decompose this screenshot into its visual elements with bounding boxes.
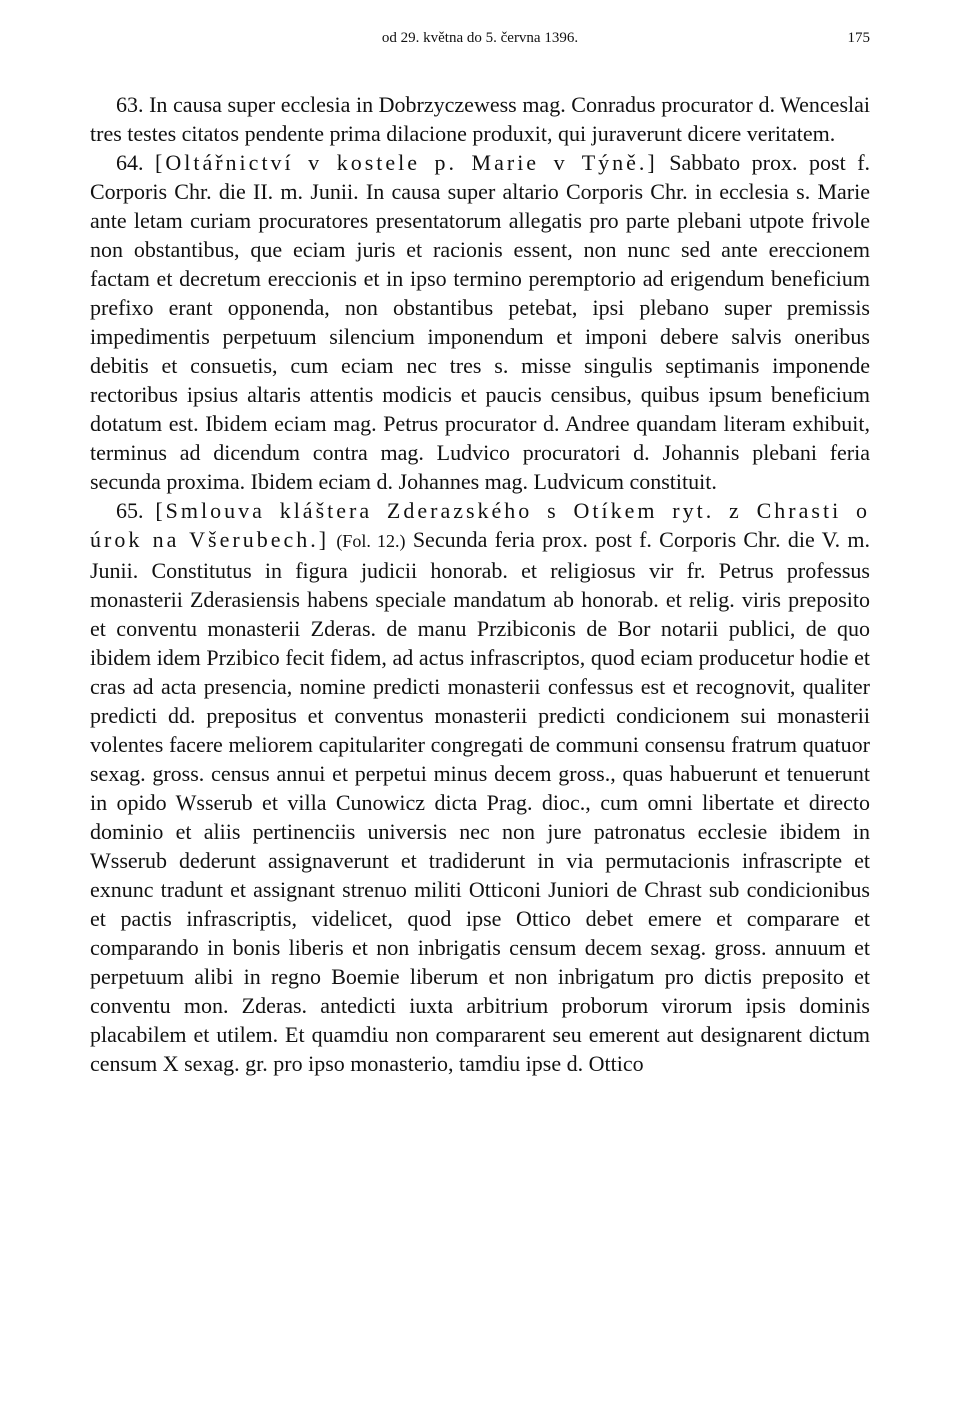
entry-65 [90, 496, 870, 1078]
entry-text: Sabbato prox. post f. Corporis Chr. die II. m. Junii. In causa super altario Corporis Chr. in ecclesia s. Marie ante letam curiam procuratores presentatorum allegatis pro parte plebani utpote frivole non obstantibus, que eciam juris et racionis essent, non nunc sed ante ereccionem factam et decretum ereccionis et in ipso termino peremptorio ad erigendum beneficium prefixo erant opponenda, non obstantibus petebat, ipsi plebano super premissis impedimentis perpetuum silencium imponendum et imponi debere salvis oneribus debitis et consuetis, cum eciam nec tres s. misse singulis septimanis imponende rectoribus ipsius altaris attentis modicis et paucis censibus, quibus ipsum beneficium dotatum est. Ibidem eciam mag. Petrus procurator d. Andree quandam literam exhibuit, terminus ad dicendum contra mag. Ludvico procuratori d. Johannis plebani feria secunda proxima. Ibidem eciam d. Johannes mag. Ludvicum constituit. [90, 150, 871, 494]
running-head [90, 30, 870, 60]
running-title: od 29. května do 5. června 1396. [381, 30, 579, 46]
entry-title: [Smlouva kláštera Zderazského s Otíkem ryt. z Chrasti o úrok na Všerubech.] [90, 498, 871, 552]
entry-number: 65. [116, 498, 144, 523]
entry-64 [90, 148, 870, 496]
entry-text: In causa super ecclesia in Dobrzyczewess mag. Conradus procurator d. Wenceslai tres testes citatos pendente prima dilacione produxit, qui juraverunt dicere veritatem. [90, 92, 870, 146]
folio-note: (Fol. 12.) [336, 531, 406, 551]
document-page [90, 30, 870, 1078]
entry-text: Secunda feria prox. post f. Corporis Chr. die V. m. Junii. Constitutus in figura judicii honorab. et religiosus vir fr. Petrus professus monasterii Zderasiensis habens speciale mandatum ab honorab. et relig. viris preposito et conventu monasterii Zderas. de manu Przibiconis de Bor notarii publici, de quo ibidem idem Przibico fecit fidem, ad actus infrascriptos, quod eciam producetur hodie et cras ad acta presencia, nomine predicti monasterii confessus est et recognovit, qualiter predicti dd. prepositus et conventus monasterii predicti condicionem sui monasterii volentes facere meliorem capitulariter congregati de communi consensu fratrum quatuor sexag. gross. census annui et perpetui minus decem gross., quas habuerunt et tenuerunt in opido Wsserub et villa Cunowicz dicta Prag. dioc., cum omni libertate et directo dominio et aliis pertinenciis universis nec non jure patronatus ecclesie ibidem in Wsserub dederunt assignaverunt et tradiderunt in via permutacionis infrascripte et exnunc tradunt et assignant strenuo militi Otticoni Juniori de Chrast sub condicionibus et pactis infrascriptis, videlicet, quod ipse Ottico debet emere et comparare et comparando in bonis liberis et non inbrigatis censum decem sexag. gross. annuum et perpetuum alibi in regno Boemie liberum et non inbrigatum pro dictis preposito et conventu mon. Zderas. antedicti iuxta arbitrium proborum virorum ipsis dominis placabilem et utilem. Et quamdiu non compararent seu emerent aut designarent dictum censum X sexag. gr. pro ipso monasterio, tamdiu ipse d. Ottico [90, 527, 871, 1076]
document-body [90, 90, 870, 1078]
entry-number: 63. [116, 92, 144, 117]
entry-number: 64. [116, 150, 144, 175]
page-number: 175 [847, 30, 870, 46]
entry-63 [90, 90, 870, 148]
entry-title: [Oltářnictví v kostele p. Marie v Týně.] [155, 150, 658, 175]
